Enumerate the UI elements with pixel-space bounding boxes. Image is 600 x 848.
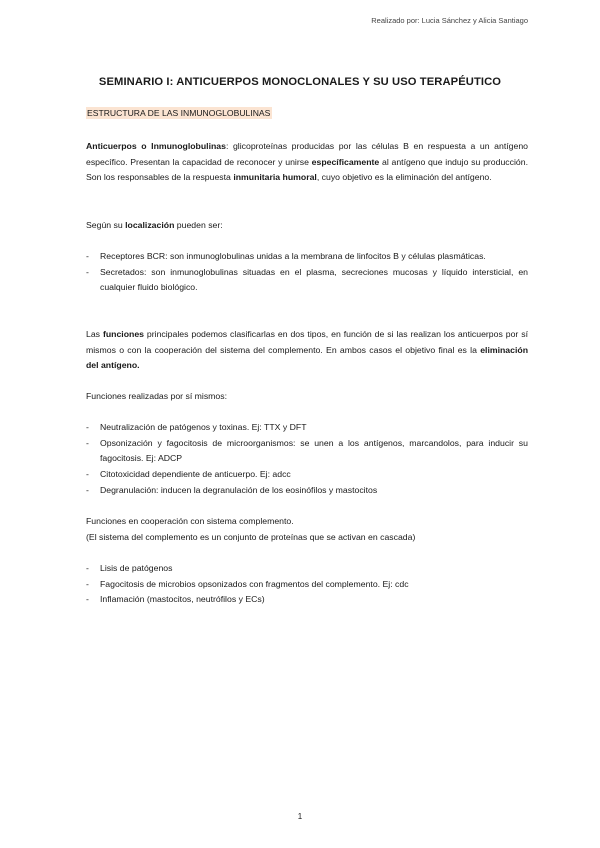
funciones-text-1: Las	[86, 329, 103, 339]
localizacion-list	[86, 249, 528, 296]
por-si-mismos-list	[86, 420, 528, 499]
intro-text-2: al antígeno que indujo su producción. Son los responsables de la respuesta	[86, 156, 528, 183]
list-item: - Fagocitosis de microbios opsonizados con fragmentos del complemento. Ej: cdc	[86, 577, 528, 593]
list-item: - Citotoxicidad dependiente de anticuerpo. Ej: adcc	[86, 467, 528, 483]
intro-term: Anticuerpos o Inmunoglobulinas	[86, 141, 226, 151]
cooperacion-list	[86, 561, 528, 608]
intro-bold-1: específicamente	[311, 156, 380, 167]
funciones-text-2: principales podemos clasificarlas en dos tipos, en función de si las realizan los anticuerpos por sí mismos o con la cooperación del sistema del complemento. En ambos casos el objetivo final es la	[86, 329, 528, 355]
por-si-mismos-heading: Funciones realizadas por sí mismos:	[86, 391, 227, 401]
funciones-paragraph	[86, 327, 528, 374]
list-item: - Lisis de patógenos	[86, 561, 528, 577]
intro-text-3: , cuyo objetivo es la eliminación del antígeno.	[316, 172, 492, 183]
localizacion-paragraph	[86, 218, 528, 234]
cooperacion-note: (El sistema del complemento es un conjunto de proteínas que se activan en cascada)	[86, 532, 416, 542]
section-heading: ESTRUCTURA DE LAS INMUNOGLOBULINAS	[87, 108, 271, 118]
localizacion-text-1: Según su	[86, 220, 126, 230]
cooperacion-heading: Funciones en cooperación con sistema complemento.	[86, 516, 294, 526]
list-item: - Neutralización de patógenos y toxinas. Ej: TTX y DFT	[86, 420, 528, 436]
list-item: - Inflamación (mastocitos, neutrófilos y ECs)	[86, 592, 528, 608]
localizacion-bold: localización	[125, 220, 175, 230]
intro-text-1: : glicoproteínas producidas por las células B en respuesta a un antígeno específico. Presentan la capacidad de reconocer y unirse	[86, 141, 528, 167]
intro-paragraph	[86, 139, 528, 186]
author-header: Realizado por: Lucia Sánchez y Alicia Santiago	[371, 16, 528, 25]
localizacion-text-2: pueden ser:	[174, 220, 223, 230]
list-item: - Receptores BCR: son inmunoglobulinas unidas a la membrana de linfocitos B y células plasmáticas.	[86, 249, 528, 265]
list-item: - Degranulación: inducen la degranulación de los eosinófilos y mastocitos	[86, 483, 528, 499]
page-number: 1	[297, 812, 303, 821]
intro-bold-2: inmunitaria humoral	[233, 172, 317, 183]
list-item: - Secretados: son inmunoglobulinas situadas en el plasma, secreciones mucosas y líquido intersticial, en cualquier fluido biológico.	[86, 265, 528, 296]
list-item: - Opsonización y fagocitosis de microorganismos: se unen a los antígenos, marcandolos, para inducir su fagocitosis. Ej: ADCP	[86, 436, 528, 467]
document-title: SEMINARIO I: ANTICUERPOS MONOCLONALES Y SU USO TERAPÉUTICO	[98, 76, 502, 88]
funciones-bold-1: funciones	[102, 329, 144, 339]
funciones-bold-2: eliminación del antígeno.	[86, 344, 528, 371]
